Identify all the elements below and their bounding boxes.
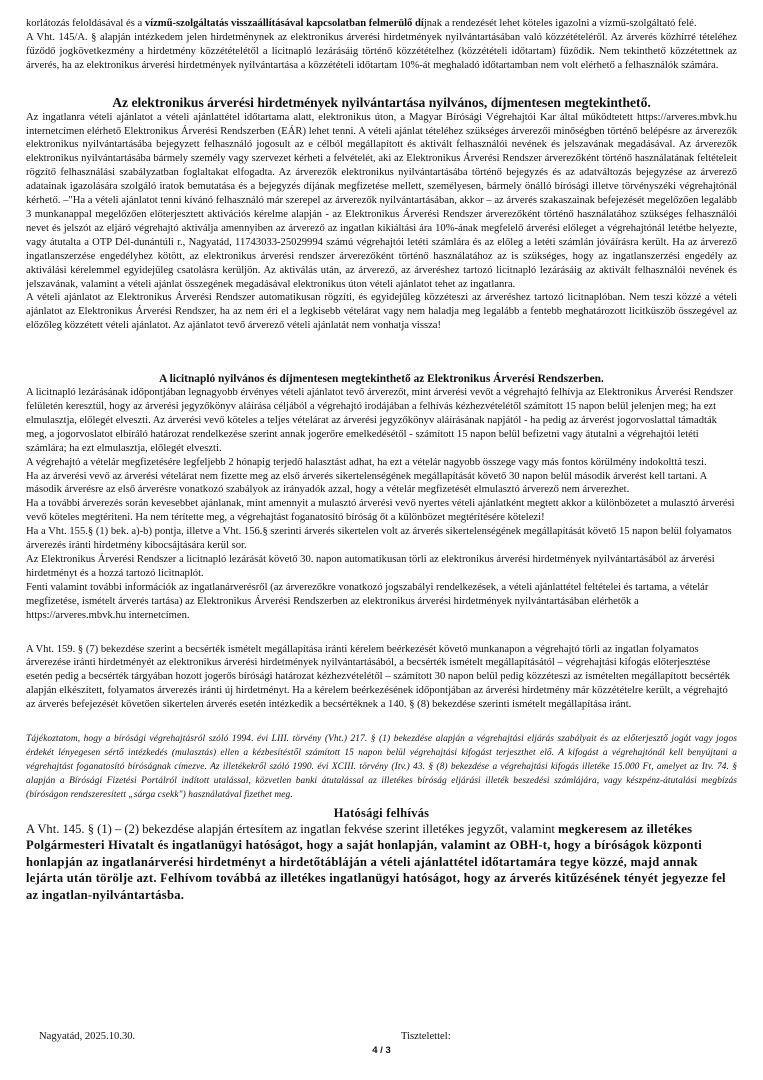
heading-official-call: Hatósági felhívás bbox=[333, 806, 430, 821]
paragraph-official-call bbox=[26, 821, 737, 903]
paragraph-winner: A licitnapló lezárásának időpontjában legnagyobb érvényes vételi ajánlatot tevő árverezőt, mint árverési vevőt a végrehajtó felhívja az Elektronikus Árverési Rendszer felületén keresztül, hogy az árverési jegyzőkönyv aláírása céljából a végrehajtó irodájában a felhívás kézhezvételétől számított 15 napon belül jelenjen meg; ha ezt elmulasztja, előlegét elveszti. Az árverési vevő köteles a teljes vételárat az árverési jegyzőkönyv aláírásának napjától - ha pedig az árverést jogorvoslattal támadták meg, a jogorvoslatot elbíráló határozat rendelkezése szerint annak jogerőre emelkedésétől - számított 15 napon belül befizetni vagy átutalni a végrehajtói letéti számlára; ha ezt elmulasztja, előlegét elveszti. bbox=[26, 387, 734, 454]
paragraph-legal-remedy: Tájékoztatom, hogy a bírósági végrehajtásról szóló 1994. évi LIII. törvény (Vht.) 217. § (1) bekezdése alapján a végrehajtási eljárás szabályait és az előterjesztő jogát vagy jogos érdekét lényegesen sértő intézkedés (mulasztás) ellen a kézbesítéstől számított 15 napon belül végrehajtási kifogást terjeszthet elő. A kifogást a végrehajtónál kell benyújtani a végrehajtást foganatosító bíróságnak címezve. Az illetékekről szóló 1990. évi XCIII. törvény (Itv.) 43. § (8) bekezdése a végrehajtási kifogás illetéke 15.000 Ft, amelyet az Itv. 74. § alapján a Bírósági Fizetési Portálról indított utalással, közvetlen banki átutalással az illetékes bíróság eljárási illeték beszedési számlájára, vagy készpénz-átutalási megbízás (bíróságon rendszeresített „sárga csekk") használatával fizethet meg. bbox=[26, 734, 737, 801]
text: jnak a rendezését lehet köteles igazolni a vízmű-szolgáltató felé. bbox=[423, 18, 697, 29]
paragraph-bidding: Az ingatlanra vételi ajánlatot a vételi ajánlattétel időtartama alatt, elektronikus úton, a Magyar Bírósági Végrehajtói Kar által működtetett https://arveres.mbvk.hu internetcímen elérhető Elektronikus Árverési Rendszerben (EÁR) lehet tenni. A vételi ajánlat tételéhez szükséges árverezői minőségben történő belépésre az árverezők elektronikus nyilvántartásába bejegyzett felhasználó jogosult az e célból megállapított és aktivált felhasználói nevének és jelszavának megadásával. Az árverezők elektronikus nyilvántartásába bármely személy vagy szervezet kérheti a felvételét, aki az Elektronikus Árverési Rendszer árverezőként történő használatának feltételeit rögzítő felhasználási szabályzatban foglaltakat elfogadta. Az árverezők elektronikus nyilvántartásába történő bejegyzés és az adatváltozás bejegyzése az árverező adatainak igazolására szolgáló iratok bemutatása és a bejegyzés díjának megfizetése mellett, személyesen, bármely önálló bírósági illetve törvényszéki végrehajtónál kérhető. –"Ha a vételi ajánlatot tenni kívánó felhasználó már szerepel az árverezők nyilvántartásában, akkor – az árverés szakaszainak befejezését megelőzően legalább 3 munkanappal megelőzően előterjesztett aktivációs kérelme alapján - az Elektronikus Árverési Rendszer árverezőként történő használatához szükséges felhasználói nevet és jelszót az eljáró végrehajtó aktiválja amennyiben az árverező az ingatlan kikiáltási ára 10%-ának megfelelő árverési előleget a végrehajtónál letétbe helyezte, vagy átutalta a OTP Dél-dunántúli r., Nagyatád, 11743033-25029994 számú végrehajtói letéti számlára és az előleg a letéti számlán jóváírásra került. Ha az árverező ingatlanszerzése engedélyhez kötött, az elektronikus árverési rendszer árverezőként történő használatához az is szükséges, hogy az ingatlanszerzési engedély az aktiválási kérelemmel egyidejűleg csatolásra kerüljön. Az aktiválás után, az árverező, az árveréshez tartozó licitnapló lezárásáig az aktivált felhasználói nevének és jelszavának, valamint a vételi ajánlat összegének megadásával elektronikus úton vételi ajánlatot tehet az ingatlanra. bbox=[26, 111, 737, 290]
paragraph-deferral: A végrehajtó a vételár megfizetésére legfeljebb 2 hónapig terjedő halasztást adhat, ha ezt a vételár nagyobb összege vagy más fontos körülmény indokolttá teszi. bbox=[26, 456, 707, 468]
regards: Tisztelettel: bbox=[401, 1031, 451, 1042]
bold-text: megkeresem az illetékes Polgármesteri Hivatalt és ingatlanügyi hatóságot, hogy a saját honlapján, valamint az OBH-t, hogy a bíróságok központi honlapján az ingatlanárverési hirdetményt a hirdetőtábláján a vételi ajánlattétel időtartamára tegye közzé, majd annak lejárta után törölje azt. Felhívom továbbá az illetékes ingatlanügyi hatóságot, hogy az árverés kitűzésének tényét jegyezze fel az ingatlan-nyilvántartásba. bbox=[26, 822, 726, 902]
paragraph-more-info: Fenti valamint további információk az ingatlanárverésről (az árverezőkre vonatkozó jogszabályi rendelkezések, a vételi ajánlattétel feltételei és tartama, a vételár megfizetése, ismételt árverés tartása) az Elektronikus Árverési Rendszerben az elektronikus árverési hirdetmények nyilvántartásában elérhetők a https://arveres.mbvk.hu internetcímen. bbox=[26, 581, 709, 621]
document-page bbox=[26, 17, 737, 903]
paragraph-valuation: A Vht. 159. § (7) bekezdése szerint a becsérték ismételt megállapítása iránti kérelem beérkezését követő munkanapon a végrehajtó törli az ingatlan folyamatos árverezése iránti hirdetményét az elektronikus árverési hirdetmények nyilvántartásából, a becsérték ismételt megállapításától – végrehajtási kifogás előterjesztése esetén pedig a becsérték tárgyában hozott jogerős bírósági határozat kézhezvételétől – számított 30 napon belül pedig közzéteszi az ismételten megállapított becsérték alapján elkészített, folyamatos árverezés iránti új hirdetményt. Ha a kérelem beérkezésének időpontjában az árverési hirdetmény már közzétételre került, a végrehajtó az árverés befejezését követően sikertelen árverés esetén intézkedik a becsértéknek a 140. § (8) bekezdése szerinti ismételt megállapítása iránt. bbox=[26, 643, 731, 711]
paragraph-difference: Ha a további árverezés során kevesebbet ajánlanak, mint amennyit a mulasztó árverési vevő nyertes vételi ajánlatként megtett akkor a különbözetet a mulasztó árverési vevő köteles megtériteni. Ha nem térítette meg, a végrehajtást foganatosító bíróság őt a különbözet megtérítésére kötelezi! bbox=[26, 498, 735, 524]
paragraph-publication: A Vht. 145/A. § alapján intézkedem jelen hirdetménynek az elektronikus árverési hirdetmények nyilvántartásában való közzétételéről. Az árverés közhírré tételéhez fűződő jogkövetkezmény a hirdetmény közzétételétől a licitnapló lezárásáig történő közzétételhez (közzétételi időtartam) fűződik. Nem tekinthető közzétettnek az árverés, ha az elektronikus árverési hirdetmények nyilvántartása a közzétételi időtartam 10%-át meghaladó időtartamban nem volt elérhető a felhasználók számára. bbox=[26, 31, 737, 71]
paragraph-continuous-auction: Ha a Vht. 155.§ (1) bek. a)-b) pontja, illetve a Vht. 156.§ szerinti árverés sikertelen volt az árverés sikertelenségének megállapítását követő 15 napon belül folyamatos árverezés iránti hirdetmény kibocsájtására kerül sor. bbox=[26, 526, 732, 552]
bold-text: vízmű-szolgáltatás visszaállításával kapcsolatban felmerülő dí bbox=[144, 18, 424, 29]
text: A Vht. 145. § (1) – (2) bekezdése alapján értesítem az ingatlan fekvése szerint illetékes jegyzőt, valamint bbox=[26, 822, 559, 837]
paragraph-bid-recording: A vételi ajánlatot az Elektronikus Árverési Rendszer automatikusan rögzíti, és egyidejűleg közzéteszi az árveréshez tartozó licitnaplóban. Nem teszi közzé a vételi ajánlatot az Elektronikus Árverési Rendszer, ha az nem éri el a legkisebb vételárat vagy nem haladja meg legalább a fentebb meghatározott licitküszöb összegével az előzőleg közzétett vételi ajánlatot. Az ajánlatot tevő árverező vételi ajánlatát nem vonhatja vissza! bbox=[26, 292, 737, 332]
page-number: 4 / 3 bbox=[372, 1045, 391, 1056]
heading-auction-registry: Az elektronikus árverési hirdetmények nyilvántartása nyilvános, díjmentesen megtekinthető. bbox=[112, 94, 651, 110]
place-date: Nagyatád, 2025.10.30. bbox=[39, 1031, 136, 1042]
heading-bid-log: A licitnapló nyilvános és díjmentesen megtekinthető az Elektronikus Árverési Rendszerben. bbox=[159, 373, 604, 386]
text: korlátozás feloldásával és a bbox=[26, 18, 145, 29]
paragraph-water-service bbox=[26, 17, 737, 31]
paragraph-deletion: Az Elektronikus Árverési Rendszer a licitnapló lezárását követő 30. napon automatikusan törli az elektronikus árverési hirdetmények nyilvántartásából az árverési hirdetményt és a hozzá tartozó licitnaplót. bbox=[26, 554, 715, 579]
paragraph-second-auction: Ha az árverési vevő az árverési vételárat nem fizette meg az első árverés sikertelenségének megállapítását követő 30 napon belül második árverést kell tartani. A második árverésre az első árverésre vonatkozó szabályok az irányadók azzal, hogy a vételár megfizetését elmulasztó árverező nem árverezhet. bbox=[26, 470, 707, 496]
